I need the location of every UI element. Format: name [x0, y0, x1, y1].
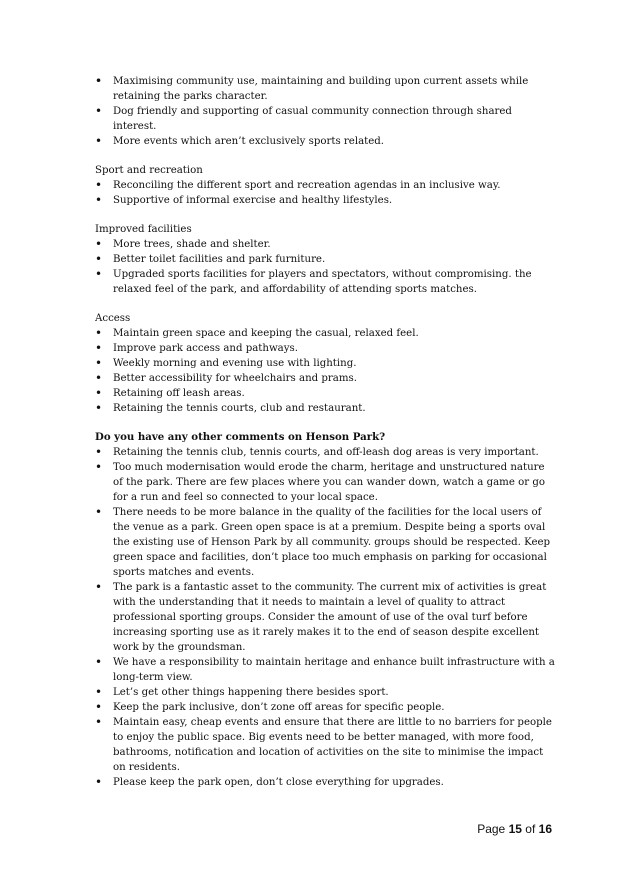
list-item: • Please keep the park open, don’t close everything for upgrades. — [95, 775, 557, 790]
list-item: • Supportive of informal exercise and healthy lifestyles. — [95, 193, 557, 208]
improved-facilities-section — [95, 222, 557, 297]
list-item: • Retaining the tennis courts, club and restaurant. — [95, 401, 557, 416]
list-item: • More trees, shade and shelter. — [95, 237, 557, 252]
list-item: • Reconciling the different sport and recreation agendas in an inclusive way. — [95, 178, 557, 193]
list-item: • Upgraded sports facilities for players and spectators, without compromising. the relaxed feel of the park, and affordability of attending sports matches. — [95, 267, 557, 297]
section-heading: Access — [95, 313, 131, 324]
bullet-list — [95, 326, 557, 416]
list-item: • Retaining off leash areas. — [95, 386, 557, 401]
list-item: • Better toilet facilities and park furniture. — [95, 252, 557, 267]
list-item: • Retaining the tennis club, tennis courts, and off-leash dog areas is very important. — [95, 445, 557, 460]
list-item: • Weekly morning and evening use with lighting. — [95, 356, 557, 371]
total-pages: 16 — [538, 822, 552, 836]
comments-section — [95, 430, 557, 790]
document-body — [95, 74, 557, 804]
list-item: • Too much modernisation would erode the charm, heritage and unstructured nature of the park. There are few places where you can wander down, watch a game or go for a run and feel so connected to your local space. — [95, 460, 557, 505]
list-item: • We have a responsibility to maintain heritage and enhance built infrastructure with a long-term view. — [95, 655, 557, 685]
list-item: • Improve park access and pathways. — [95, 341, 557, 356]
intro-bullet-list — [95, 74, 557, 149]
list-item: • Maximising community use, maintaining and building upon current assets while retaining the parks character. — [95, 74, 557, 104]
list-item: • Let’s get other things happening there besides sport. — [95, 685, 557, 700]
list-item: • Dog friendly and supporting of casual community connection through shared interest. — [95, 104, 557, 134]
list-item: • The park is a fantastic asset to the community. The current mix of activities is great with the understanding that it needs to maintain a level of quality to attract professional sporting groups. Consider the amount of use of the oval turf before increasing sporting use as it rarely makes it to the end of season despite excellent work by the groundsman. — [95, 580, 557, 655]
comments-heading: Do you have any other comments on Henson Park? — [95, 431, 386, 443]
list-item: • More events which aren’t exclusively sports related. — [95, 134, 557, 149]
list-item: • Keep the park inclusive, don’t zone off areas for specific people. — [95, 700, 557, 715]
page-label: Page — [477, 822, 506, 836]
page-number: 15 — [508, 822, 522, 836]
of-label: of — [525, 822, 536, 836]
bullet-list — [95, 237, 557, 297]
sport-recreation-section — [95, 163, 557, 208]
list-item: • There needs to be more balance in the quality of the facilities for the local users of the venue as a park. Green open space is at a premium. Despite being a sports oval the existing use of Henson Park by all community. groups should be respected. Keep green space and facilities, don’t place too much emphasis on parking for occasional sports matches and events. — [95, 505, 557, 580]
bullet-list — [95, 178, 557, 208]
list-item: • Maintain easy, cheap events and ensure that there are little to no barriers for people to enjoy the public space. Big events need to be better managed, with more food, bathrooms, notification and location of activities on the site to minimise the impact on residents. — [95, 715, 557, 775]
list-item: • Better accessibility for wheelchairs and prams. — [95, 371, 557, 386]
page-footer — [477, 822, 552, 836]
bullet-list — [95, 445, 557, 790]
intro-section — [95, 74, 557, 149]
list-item: • Maintain green space and keeping the casual, relaxed feel. — [95, 326, 557, 341]
section-heading: Sport and recreation — [95, 165, 203, 176]
section-heading: Improved facilities — [95, 224, 192, 235]
access-section — [95, 311, 557, 416]
